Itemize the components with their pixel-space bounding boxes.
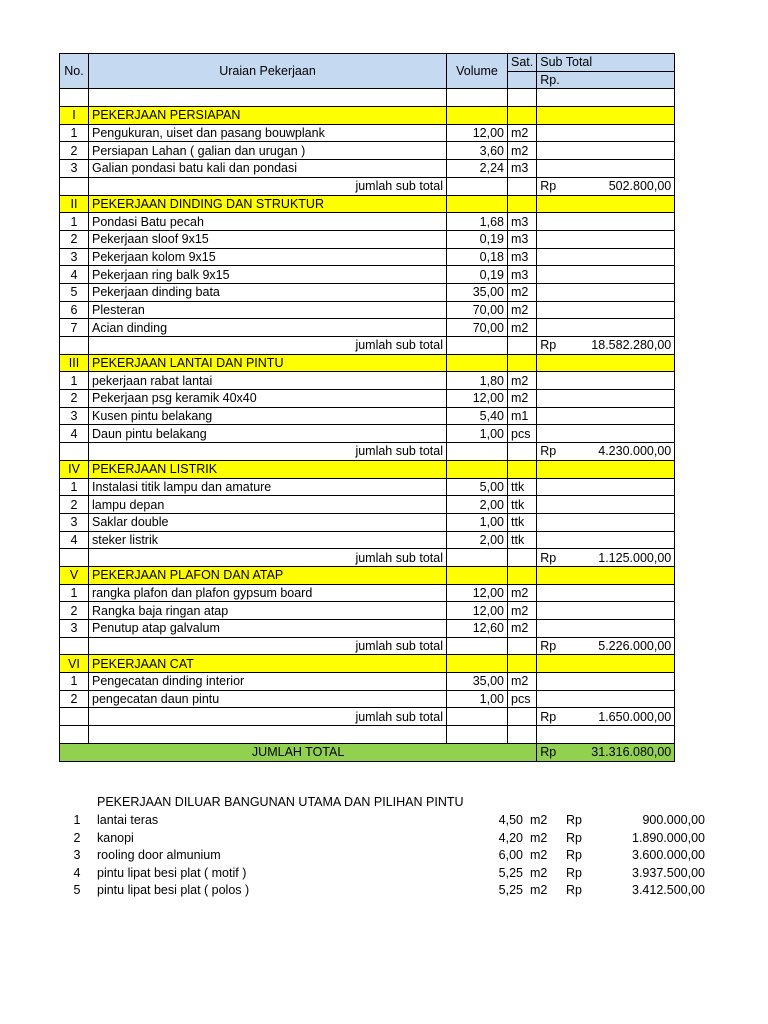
amount-value: 3.937.500,00	[632, 865, 705, 880]
item-description: Daun pintu belakang	[89, 425, 447, 443]
item-description: Pekerjaan kolom 9x15	[89, 248, 447, 266]
item-unit: m2	[530, 883, 548, 898]
item-description: rangka plafon dan plafon gypsum board	[89, 584, 447, 602]
currency-label: Rp	[540, 550, 557, 565]
table-row	[60, 301, 675, 319]
section-number: VI	[60, 655, 89, 673]
item-subtotal-blank	[537, 531, 675, 549]
section-title: PEKERJAAN LISTRIK	[89, 460, 447, 478]
subtotal-row	[60, 708, 675, 726]
subtotal-label: jumlah sub total	[89, 337, 447, 355]
item-description: steker listrik	[89, 531, 447, 549]
subtotal-amount	[537, 708, 675, 726]
item-subtotal-blank	[537, 372, 675, 390]
header-sat-blank	[508, 71, 537, 89]
item-description: pintu lipat besi plat ( polos )	[97, 883, 250, 898]
item-description: pengecatan daun pintu	[89, 690, 447, 708]
item-unit: m3	[508, 266, 537, 284]
subtotal-blank	[60, 708, 89, 726]
item-subtotal-blank	[537, 266, 675, 284]
subtotal-blank	[447, 549, 508, 567]
section-number: II	[60, 195, 89, 213]
section-blank	[537, 460, 675, 478]
amount-value: 1.890.000,00	[632, 830, 705, 845]
item-number: 5	[73, 883, 81, 898]
section-blank	[537, 107, 675, 125]
table-row	[60, 496, 675, 514]
item-unit: ttk	[508, 531, 537, 549]
section-blank	[508, 655, 537, 673]
item-subtotal-blank	[537, 496, 675, 514]
list-item	[59, 883, 719, 900]
item-description: Pekerjaan psg keramik 40x40	[89, 390, 447, 408]
item-description: Pengukuran, uiset dan pasang bouwplank	[89, 124, 447, 142]
item-subtotal-blank	[537, 124, 675, 142]
item-number: 3	[73, 848, 81, 863]
item-unit: pcs	[508, 690, 537, 708]
table-row	[60, 266, 675, 284]
table-row	[60, 372, 675, 390]
table-row	[60, 160, 675, 178]
subtotal-label: jumlah sub total	[89, 708, 447, 726]
currency-label: Rp	[566, 848, 582, 863]
item-subtotal-blank	[537, 584, 675, 602]
item-number: 4	[60, 266, 89, 284]
item-description: Pondasi Batu pecah	[89, 213, 447, 231]
item-subtotal-blank	[537, 620, 675, 638]
section-blank	[508, 460, 537, 478]
item-subtotal-blank	[537, 602, 675, 620]
amount-value: 5.226.000,00	[598, 639, 672, 654]
currency-label: Rp	[540, 338, 557, 353]
item-volume: 2,24	[447, 160, 508, 178]
item-volume: 12,60	[447, 620, 508, 638]
subtotal-label: jumlah sub total	[89, 443, 447, 461]
currency-label: Rp	[540, 745, 557, 760]
subtotal-amount	[537, 443, 675, 461]
item-description: Pengecatan dinding interior	[89, 673, 447, 691]
item-unit: m2	[508, 124, 537, 142]
subtotal-label: jumlah sub total	[89, 549, 447, 567]
subtotal-blank	[60, 443, 89, 461]
subtotal-amount	[537, 549, 675, 567]
currency-label: Rp	[540, 709, 557, 724]
blank-row	[60, 726, 675, 744]
item-volume: 1,68	[447, 213, 508, 231]
subtotal-amount	[537, 337, 675, 355]
blank-cell	[537, 726, 675, 744]
amount-value: 18.582.280,00	[591, 338, 672, 353]
item-unit: m2	[508, 673, 537, 691]
item-number: 2	[73, 830, 81, 845]
table-row	[60, 584, 675, 602]
item-unit: m2	[508, 620, 537, 638]
item-unit: ttk	[508, 496, 537, 514]
item-volume: 5,00	[447, 478, 508, 496]
blank-cell	[447, 726, 508, 744]
section-blank	[447, 566, 508, 584]
currency-label: Rp	[540, 639, 557, 654]
blank-cell	[508, 726, 537, 744]
subtotal-blank	[447, 637, 508, 655]
item-description: kanopi	[97, 830, 134, 845]
amount-value: 4.230.000,00	[598, 444, 672, 459]
subtotal-blank	[508, 637, 537, 655]
item-unit: m3	[508, 213, 537, 231]
section-title: PEKERJAAN CAT	[89, 655, 447, 673]
item-subtotal-blank	[537, 160, 675, 178]
table-row	[60, 407, 675, 425]
item-unit: pcs	[508, 425, 537, 443]
total-row	[60, 743, 675, 761]
item-volume: 5,25	[498, 883, 523, 898]
header-subtotal: Sub Total	[537, 54, 675, 72]
table-row	[60, 142, 675, 160]
subtotal-blank	[60, 549, 89, 567]
section-title: PEKERJAAN LANTAI DAN PINTU	[89, 354, 447, 372]
item-volume: 70,00	[447, 319, 508, 337]
currency-label: Rp	[566, 883, 582, 898]
section-title: PEKERJAAN PERSIAPAN	[89, 107, 447, 125]
amount-value: 502.800,00	[608, 179, 672, 194]
item-volume: 12,00	[447, 584, 508, 602]
list-item	[59, 813, 719, 830]
section-blank	[508, 107, 537, 125]
subtotal-label: jumlah sub total	[89, 637, 447, 655]
currency-label: Rp	[540, 179, 557, 194]
item-subtotal-blank	[537, 407, 675, 425]
item-volume: 35,00	[447, 283, 508, 301]
currency-label: Rp	[566, 830, 582, 845]
item-number: 1	[60, 213, 89, 231]
table-row	[60, 390, 675, 408]
total-label: JUMLAH TOTAL	[60, 743, 537, 761]
section-blank	[447, 107, 508, 125]
section-number: V	[60, 566, 89, 584]
table-row	[60, 283, 675, 301]
section-row	[60, 354, 675, 372]
section-row	[60, 566, 675, 584]
item-description: Penutup atap galvalum	[89, 620, 447, 638]
item-volume: 1,00	[447, 690, 508, 708]
subtotal-blank	[447, 708, 508, 726]
subtotal-blank	[508, 443, 537, 461]
section-blank	[447, 195, 508, 213]
item-unit: m2	[508, 584, 537, 602]
section-blank	[508, 566, 537, 584]
table-row	[60, 248, 675, 266]
subtotal-amount	[537, 177, 675, 195]
subtotal-row	[60, 177, 675, 195]
item-number: 1	[73, 813, 81, 827]
subtotal-row	[60, 443, 675, 461]
currency-label: Rp	[540, 444, 557, 459]
section-number: IV	[60, 460, 89, 478]
item-number: 1	[60, 673, 89, 691]
total-amount	[537, 743, 675, 761]
table-row	[60, 124, 675, 142]
section-blank	[537, 195, 675, 213]
subtotal-blank	[508, 337, 537, 355]
item-number: 5	[60, 283, 89, 301]
section-blank	[447, 354, 508, 372]
subtotal-blank	[447, 443, 508, 461]
item-number: 3	[60, 160, 89, 178]
table-row	[60, 319, 675, 337]
item-volume: 12,00	[447, 124, 508, 142]
item-number: 2	[60, 690, 89, 708]
subtotal-label: jumlah sub total	[89, 177, 447, 195]
section-row	[60, 195, 675, 213]
item-number: 3	[60, 620, 89, 638]
header-no: No.	[60, 54, 89, 89]
subtotal-blank	[447, 337, 508, 355]
table-row	[60, 673, 675, 691]
item-unit: m2	[508, 602, 537, 620]
item-subtotal-blank	[537, 478, 675, 496]
item-number: 4	[73, 865, 81, 880]
extra-title: PEKERJAAN DILUAR BANGUNAN UTAMA DAN PILIHAN PINTU	[97, 795, 464, 809]
item-volume: 5,25	[498, 865, 523, 880]
item-unit: m2	[530, 865, 548, 880]
section-number: I	[60, 107, 89, 125]
item-number: 2	[60, 142, 89, 160]
amount-value: 31.316.080,00	[591, 745, 672, 760]
item-volume: 6,00	[498, 848, 523, 863]
item-subtotal-blank	[537, 142, 675, 160]
item-unit: m2	[508, 301, 537, 319]
item-unit: m3	[508, 160, 537, 178]
item-number: 1	[60, 124, 89, 142]
item-volume: 5,40	[447, 407, 508, 425]
item-subtotal-blank	[537, 690, 675, 708]
section-blank	[508, 195, 537, 213]
item-unit: ttk	[508, 513, 537, 531]
item-description: Instalasi titik lampu dan amature	[89, 478, 447, 496]
item-unit: m2	[508, 319, 537, 337]
amount-value: 1.125.000,00	[598, 550, 672, 565]
item-volume: 1,80	[447, 372, 508, 390]
header-uraian: Uraian Pekerjaan	[89, 54, 447, 89]
list-item	[59, 831, 719, 848]
section-blank	[537, 354, 675, 372]
currency-label: Rp	[566, 865, 582, 880]
blank-cell	[89, 726, 447, 744]
item-number: 2	[60, 390, 89, 408]
subtotal-blank	[508, 708, 537, 726]
item-number: 2	[60, 496, 89, 514]
list-item	[59, 866, 719, 883]
subtotal-row	[60, 337, 675, 355]
item-subtotal-blank	[537, 425, 675, 443]
section-row	[60, 655, 675, 673]
item-volume: 2,00	[447, 496, 508, 514]
item-description: Rangka baja ringan atap	[89, 602, 447, 620]
item-volume: 1,00	[447, 513, 508, 531]
item-description: Saklar double	[89, 513, 447, 531]
subtotal-blank	[60, 337, 89, 355]
item-description: pintu lipat besi plat ( motif )	[97, 865, 247, 880]
subtotal-blank	[60, 637, 89, 655]
item-volume: 70,00	[447, 301, 508, 319]
item-subtotal-blank	[537, 513, 675, 531]
item-description: Persiapan Lahan ( galian dan urugan )	[89, 142, 447, 160]
section-blank	[447, 655, 508, 673]
item-description: Pekerjaan sloof 9x15	[89, 230, 447, 248]
item-number: 3	[60, 248, 89, 266]
item-volume: 1,00	[447, 425, 508, 443]
item-volume: 4,20	[498, 830, 523, 845]
subtotal-blank	[60, 177, 89, 195]
item-unit: m2	[508, 390, 537, 408]
section-blank	[447, 460, 508, 478]
amount-value: 3.600.000,00	[632, 848, 705, 863]
item-volume: 35,00	[447, 673, 508, 691]
item-unit: m2	[508, 142, 537, 160]
section-row	[60, 460, 675, 478]
item-unit: m2	[530, 813, 548, 827]
item-description: rooling door almunium	[97, 848, 221, 863]
item-unit: ttk	[508, 478, 537, 496]
amount-value: 1.650.000,00	[598, 709, 672, 724]
table-row	[60, 690, 675, 708]
section-blank	[537, 566, 675, 584]
item-volume: 4,50	[498, 813, 523, 827]
item-subtotal-blank	[537, 301, 675, 319]
subtotal-blank	[447, 177, 508, 195]
table-row	[60, 620, 675, 638]
item-number: 3	[60, 407, 89, 425]
item-number: 2	[60, 602, 89, 620]
item-volume: 0,19	[447, 266, 508, 284]
header-volume: Volume	[447, 54, 508, 89]
item-unit: m1	[508, 407, 537, 425]
amount-value: 3.412.500,00	[632, 883, 705, 898]
amount-value: 900.000,00	[642, 813, 705, 827]
section-blank	[508, 354, 537, 372]
item-description: Pekerjaan ring balk 9x15	[89, 266, 447, 284]
item-number: 2	[60, 230, 89, 248]
table-row	[60, 230, 675, 248]
item-description: Acian dinding	[89, 319, 447, 337]
item-number: 1	[60, 372, 89, 390]
item-number: 3	[60, 513, 89, 531]
blank-cell	[60, 726, 89, 744]
section-title: PEKERJAAN PLAFON DAN ATAP	[89, 566, 447, 584]
item-subtotal-blank	[537, 673, 675, 691]
item-subtotal-blank	[537, 248, 675, 266]
item-volume: 2,00	[447, 531, 508, 549]
item-subtotal-blank	[537, 319, 675, 337]
item-volume: 3,60	[447, 142, 508, 160]
subtotal-row	[60, 637, 675, 655]
table-row	[60, 602, 675, 620]
item-number: 6	[60, 301, 89, 319]
item-description: Galian pondasi batu kali dan pondasi	[89, 160, 447, 178]
item-description: lampu depan	[89, 496, 447, 514]
item-description: pekerjaan rabat lantai	[89, 372, 447, 390]
item-volume: 0,18	[447, 248, 508, 266]
section-blank	[537, 655, 675, 673]
item-unit: m3	[508, 248, 537, 266]
item-volume: 12,00	[447, 602, 508, 620]
item-subtotal-blank	[537, 230, 675, 248]
header-rp: Rp.	[537, 71, 675, 89]
subtotal-amount	[537, 637, 675, 655]
header-row-1	[60, 54, 675, 72]
item-number: 4	[60, 531, 89, 549]
item-volume: 12,00	[447, 390, 508, 408]
table-row	[60, 425, 675, 443]
blank-row	[60, 89, 675, 107]
subtotal-blank	[508, 549, 537, 567]
item-description: Kusen pintu belakang	[89, 407, 447, 425]
table-row	[60, 478, 675, 496]
header-sat: Sat.	[508, 54, 537, 72]
subtotal-blank	[508, 177, 537, 195]
section-number: III	[60, 354, 89, 372]
section-row	[60, 107, 675, 125]
item-unit: m2	[508, 372, 537, 390]
list-item	[59, 848, 719, 865]
table-row	[60, 531, 675, 549]
item-unit: m3	[508, 230, 537, 248]
item-subtotal-blank	[537, 283, 675, 301]
item-subtotal-blank	[537, 213, 675, 231]
item-unit: m2	[530, 848, 548, 863]
item-description: lantai teras	[97, 813, 159, 827]
item-description: Plesteran	[89, 301, 447, 319]
item-number: 7	[60, 319, 89, 337]
currency-label: Rp	[566, 813, 582, 827]
cost-table	[59, 53, 675, 762]
section-title: PEKERJAAN DINDING DAN STRUKTUR	[89, 195, 447, 213]
item-subtotal-blank	[537, 390, 675, 408]
subtotal-row	[60, 549, 675, 567]
item-number: 1	[60, 584, 89, 602]
item-description: Pekerjaan dinding bata	[89, 283, 447, 301]
table-row	[60, 213, 675, 231]
table-row	[60, 513, 675, 531]
item-number: 1	[60, 478, 89, 496]
item-number: 4	[60, 425, 89, 443]
item-unit: m2	[530, 830, 548, 845]
item-unit: m2	[508, 283, 537, 301]
item-volume: 0,19	[447, 230, 508, 248]
